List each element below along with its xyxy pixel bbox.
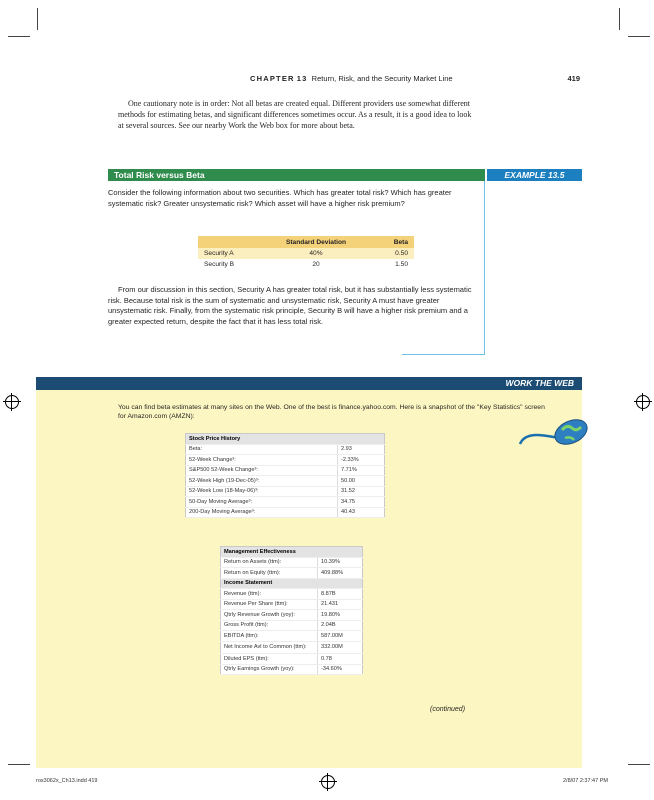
- stat-value: 21.431: [318, 599, 363, 610]
- table-row: [186, 476, 385, 487]
- example-border: [402, 354, 485, 355]
- crop-mark: [619, 8, 620, 30]
- stat-value: 7.71%: [338, 465, 385, 476]
- stat-value: 332.00M: [318, 641, 363, 654]
- stat-value: -2.33%: [338, 455, 385, 466]
- table-row: [221, 631, 363, 642]
- crop-mark: [8, 36, 30, 37]
- stat-label: 52-Week High (19-Dec-05)³:: [186, 476, 338, 487]
- risk-cell: 40%: [264, 248, 368, 259]
- stat-label: 52-Week Low (18-May-06)³:: [186, 486, 338, 497]
- risk-table-header-cell: Beta: [368, 236, 414, 248]
- stat-value: 34.75: [338, 497, 385, 508]
- table-row: [221, 664, 363, 675]
- table-section-header: [221, 578, 363, 589]
- risk-table-header: [198, 236, 414, 248]
- registration-mark-icon: [636, 395, 650, 409]
- chapter-title: Return, Risk, and the Security Market Line: [311, 74, 453, 83]
- table-row: [198, 259, 414, 270]
- table-row: [186, 444, 385, 455]
- stat-value: 40.43: [338, 507, 385, 518]
- table-row: [186, 497, 385, 508]
- footer-file-name: ros3062x_Ch13.indd 419: [36, 778, 98, 784]
- table-row: [186, 486, 385, 497]
- stat-label: S&P500 52-Week Change³:: [186, 465, 338, 476]
- stat-label: Gross Profit (ttm):: [221, 620, 318, 631]
- computer-mouse-globe-icon: [516, 408, 592, 456]
- risk-cell: Security B: [204, 261, 235, 268]
- stat-label: 200-Day Moving Average³:: [186, 507, 338, 518]
- stat-label: Revenue Per Share (ttm):: [221, 599, 318, 610]
- stat-label: Beta:: [186, 444, 338, 455]
- stat-label: Qtrly Revenue Growth (yoy):: [221, 610, 318, 621]
- stat-label: Return on Equity (ttm):: [221, 568, 318, 579]
- table-row: [186, 455, 385, 466]
- chapter-number: 13: [296, 74, 308, 83]
- risk-table-header-cell: [198, 236, 264, 248]
- table-row: [221, 654, 363, 665]
- chapter-label: CHAPTER: [250, 74, 295, 83]
- section-title: Management Effectiveness: [221, 547, 363, 558]
- section-title: Income Statement: [221, 578, 363, 589]
- stat-value: 2.04B: [318, 620, 363, 631]
- table-section-header: [221, 547, 363, 558]
- stat-value: -34.60%: [318, 664, 363, 675]
- stat-value: 2.93: [338, 444, 385, 455]
- example-answer: From our discussion in this section, Security A has greater total risk, but it has substantially less systematic risk. Because total risk is the sum of systematic and unsystematic risk, Security A must have greater unsystematic risk. Finally, from the systematic risk principle, Security B will have a higher risk premium and a greater expected return, despite the fact that it has less total risk.: [108, 285, 472, 326]
- stat-label: 50-Day Moving Average³:: [186, 497, 338, 508]
- section-title: Stock Price History: [186, 434, 385, 445]
- example-title: Total Risk versus Beta: [108, 169, 485, 181]
- registration-mark-icon: [5, 395, 19, 409]
- table-section-header: [186, 434, 385, 445]
- crop-mark: [37, 8, 38, 30]
- stat-value: 8.87B: [318, 589, 363, 600]
- table-row: [221, 568, 363, 579]
- stat-label: Net Income Avl to Common (ttm):: [221, 641, 318, 654]
- stat-label: Diluted EPS (ttm):: [221, 654, 318, 665]
- example-question: Consider the following information about two securities. Which has greater total risk? Which has greater systematic risk? Greater unsystematic risk? Which asset will have a higher risk premium?: [108, 188, 452, 208]
- intro-paragraph: One cautionary note is in order: Not all betas are created equal. Different providers use somewhat different methods for estimating betas, and significant differences sometimes occur. As a result, it is a good idea to look at several sources. See our nearby Work the Web box for more about beta.: [118, 99, 472, 130]
- table-row: [221, 610, 363, 621]
- stat-value: 10.39%: [318, 557, 363, 568]
- continued-label: (continued): [430, 706, 466, 713]
- risk-cell: 20: [312, 261, 320, 268]
- risk-table-header-cell: Standard Deviation: [264, 236, 368, 248]
- stat-value: 409.88%: [318, 568, 363, 579]
- risk-cell: 0.50: [368, 248, 414, 259]
- table-row: [221, 620, 363, 631]
- stock-price-history-table: [185, 433, 385, 518]
- running-header: [250, 74, 580, 83]
- stat-label: Revenue (ttm):: [221, 589, 318, 600]
- crop-mark: [628, 764, 650, 765]
- table-row: [221, 641, 363, 654]
- footer-timestamp: 2/8/07 2:37:47 PM: [563, 778, 608, 784]
- table-row: [221, 589, 363, 600]
- stat-label: 52-Week Change³:: [186, 455, 338, 466]
- risk-cell: 1.50: [395, 261, 408, 268]
- crop-mark: [628, 36, 650, 37]
- example-label: EXAMPLE 13.5: [487, 169, 582, 181]
- stat-value: 0.78: [318, 654, 363, 665]
- stat-value: 587.00M: [318, 631, 363, 642]
- stat-label: Return on Assets (ttm):: [221, 557, 318, 568]
- stat-value: 31.52: [338, 486, 385, 497]
- financial-stats-table: [220, 546, 363, 675]
- risk-table: [198, 236, 414, 270]
- work-the-web-intro: You can find beta estimates at many sites on the Web. One of the best is finance.yahoo.com. Here is a snapshot of the "Key Statistics" screen for Amazon.com (AMZN):: [118, 404, 545, 420]
- table-row: [186, 507, 385, 518]
- stat-value: 50.00: [338, 476, 385, 487]
- table-row: [221, 599, 363, 610]
- table-row: [221, 557, 363, 568]
- example-border: [484, 181, 485, 355]
- stat-value: 19.80%: [318, 610, 363, 621]
- registration-mark-icon: [321, 775, 335, 789]
- stat-label: EBITDA (ttm):: [221, 631, 318, 642]
- stat-label: Qtrly Earnings Growth (yoy):: [221, 664, 318, 675]
- page-number: 419: [567, 74, 580, 83]
- table-row: [198, 248, 414, 259]
- work-the-web-title: WORK THE WEB: [36, 377, 582, 390]
- table-row: [186, 465, 385, 476]
- risk-cell: Security A: [198, 248, 264, 259]
- crop-mark: [8, 764, 30, 765]
